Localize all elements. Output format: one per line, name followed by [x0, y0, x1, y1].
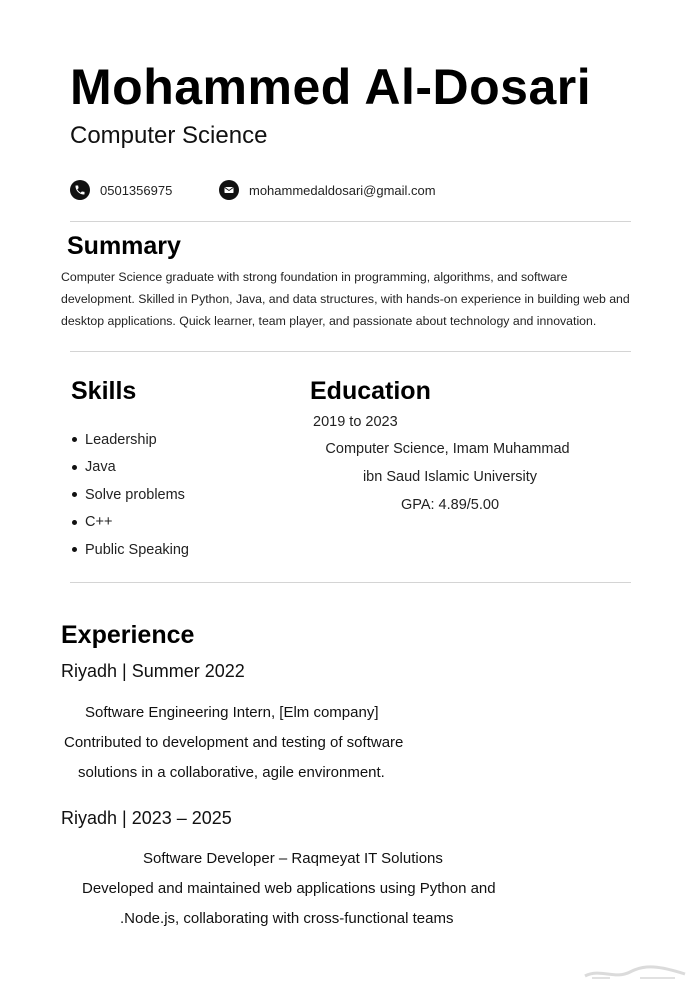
skill-label: Leadership — [85, 431, 157, 448]
skill-label: C++ — [85, 514, 113, 531]
skill-label: Public Speaking — [85, 541, 189, 558]
watermark-logo — [580, 960, 690, 982]
summary-text — [61, 266, 661, 332]
phone-icon — [70, 180, 90, 200]
mail-icon — [219, 180, 239, 200]
phone-contact — [70, 179, 172, 201]
job-location-date: Riyadh | Summer 2022 — [61, 661, 245, 681]
education-gpa: GPA: 4.89/5.00 — [400, 497, 500, 513]
skill-label: Solve problems — [85, 486, 185, 503]
education-university: ibn Saud Islamic University — [362, 469, 538, 485]
job-description: .Node.js, collaborating with cross-functional teams — [120, 910, 454, 927]
bullet-icon — [72, 547, 77, 552]
skill-label: Java — [85, 459, 116, 476]
experience-heading: Experience — [61, 621, 195, 649]
phone-number: 0501356975 — [100, 182, 173, 198]
job-description: Contributed to development and testing of software — [64, 734, 404, 751]
skill-item — [72, 536, 189, 564]
job-location-date: Riyadh | 2023 – 2025 — [61, 808, 232, 828]
summary-line: Computer Science graduate with strong foundation in programming, algorithms, and software — [61, 270, 568, 284]
skill-item — [72, 454, 189, 482]
skills-heading: Skills — [71, 377, 137, 405]
skill-item — [72, 426, 189, 454]
summary-line: development. Skilled in Python, Java, and data structures, with hands-on experience in building web and — [61, 292, 630, 306]
candidate-field: Computer Science — [70, 122, 268, 149]
job-description: Developed and maintained web applications using Python and — [82, 880, 496, 897]
education-years: 2019 to 2023 — [313, 414, 398, 430]
candidate-name: Mohammed Al-Dosari — [70, 59, 592, 115]
bullet-icon — [72, 465, 77, 470]
education-heading: Education — [310, 377, 431, 405]
email-address: mohammedaldosari@gmail.com — [249, 182, 436, 198]
email-contact — [219, 179, 436, 201]
education-degree: Computer Science, Imam Muhammad — [325, 441, 570, 457]
job-title: Software Developer – Raqmeyat IT Solutions — [143, 850, 443, 867]
skill-item — [72, 509, 189, 537]
divider — [70, 582, 631, 583]
job-title: Software Engineering Intern, [Elm company] — [85, 704, 379, 721]
skill-item — [72, 481, 189, 509]
skills-list — [72, 426, 189, 564]
summary-heading: Summary — [67, 232, 181, 260]
bullet-icon — [72, 492, 77, 497]
divider — [70, 351, 631, 352]
bullet-icon — [72, 520, 77, 525]
summary-line: desktop applications. Quick learner, team player, and passionate about technology and innovation. — [61, 314, 597, 328]
job-description: solutions in a collaborative, agile environment. — [78, 764, 385, 781]
divider — [70, 221, 631, 222]
bullet-icon — [72, 437, 77, 442]
